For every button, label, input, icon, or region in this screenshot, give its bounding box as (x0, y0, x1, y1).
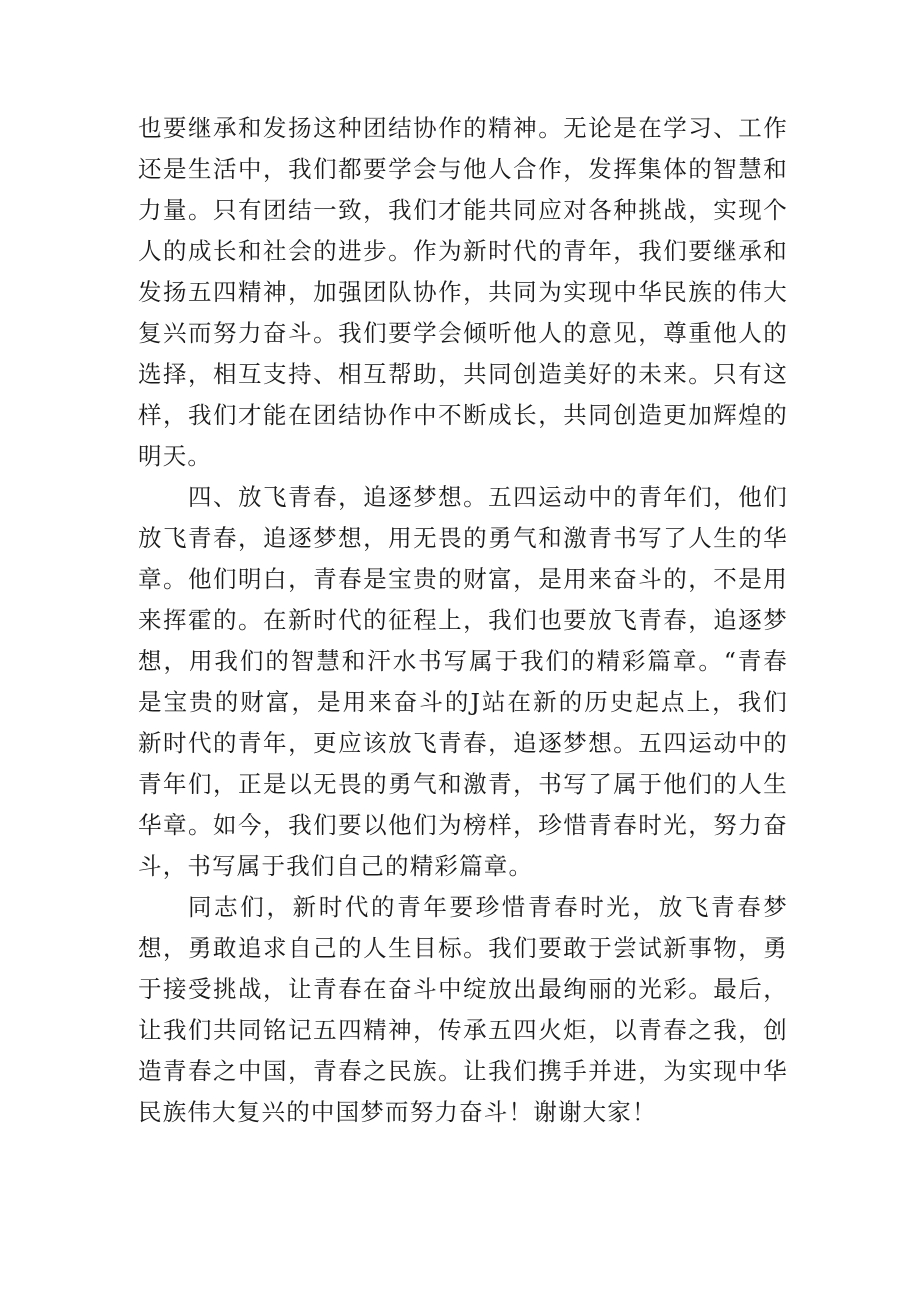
paragraph-teamwork: 也要继承和发扬这种团结协作的精神。无论是在学习、工作还是生活中，我们都要学会与他人合作，发挥集体的智慧和力量。只有团结一致，我们才能共同应对各种挑战，实现个人的成长和社会的进步。作为新时代的青年，我们要继承和发扬五四精神，加强团队协作，共同为实现中华民族的伟大复兴而努力奋斗。我们要学会倾听他人的意见，尊重他人的选择，相互支持、相互帮助，共同创造美好的未来。只有这样，我们才能在团结协作中不断成长，共同创造更加辉煌的明天。 (138, 114, 788, 470)
paragraph-youth-dreams: 四、放飞青春，追逐梦想。五四运动中的青年们，他们放飞青春，追逐梦想，用无畏的勇气和激青书写了人生的华章。他们明白，青春是宝贵的财富，是用来奋斗的，不是用来挥霍的。在新时代的征程上，我们也要放飞青春，追逐梦想，用我们的智慧和汗水书写属于我们的精彩篇章。“青春是宝贵的财富，是用来奋斗的J站在新的历史起点上，我们新时代的青年，更应该放飞青春，追逐梦想。五四运动中的青年们，正是以无畏的勇气和激青，书写了属于他们的人生华章。如今，我们要以他们为榜样，珍惜青春时光，努力奋斗，书写属于我们自己的精彩篇章。 (138, 483, 788, 880)
document-page (138, 108, 788, 1133)
paragraph-closing: 同志们，新时代的青年要珍惜青春时光，放飞青春梦想，勇敢追求自己的人生目标。我们要敢于尝试新事物，勇于接受挑战，让青春在奋斗中绽放出最绚丽的光彩。最后，让我们共同铭记五四精神，传承五四火炬，以青春之我，创造青春之中国，青春之民族。让我们携手并进，为实现中华民族伟大复兴的中国梦而努力奋斗！谢谢大家！ (138, 893, 788, 1126)
